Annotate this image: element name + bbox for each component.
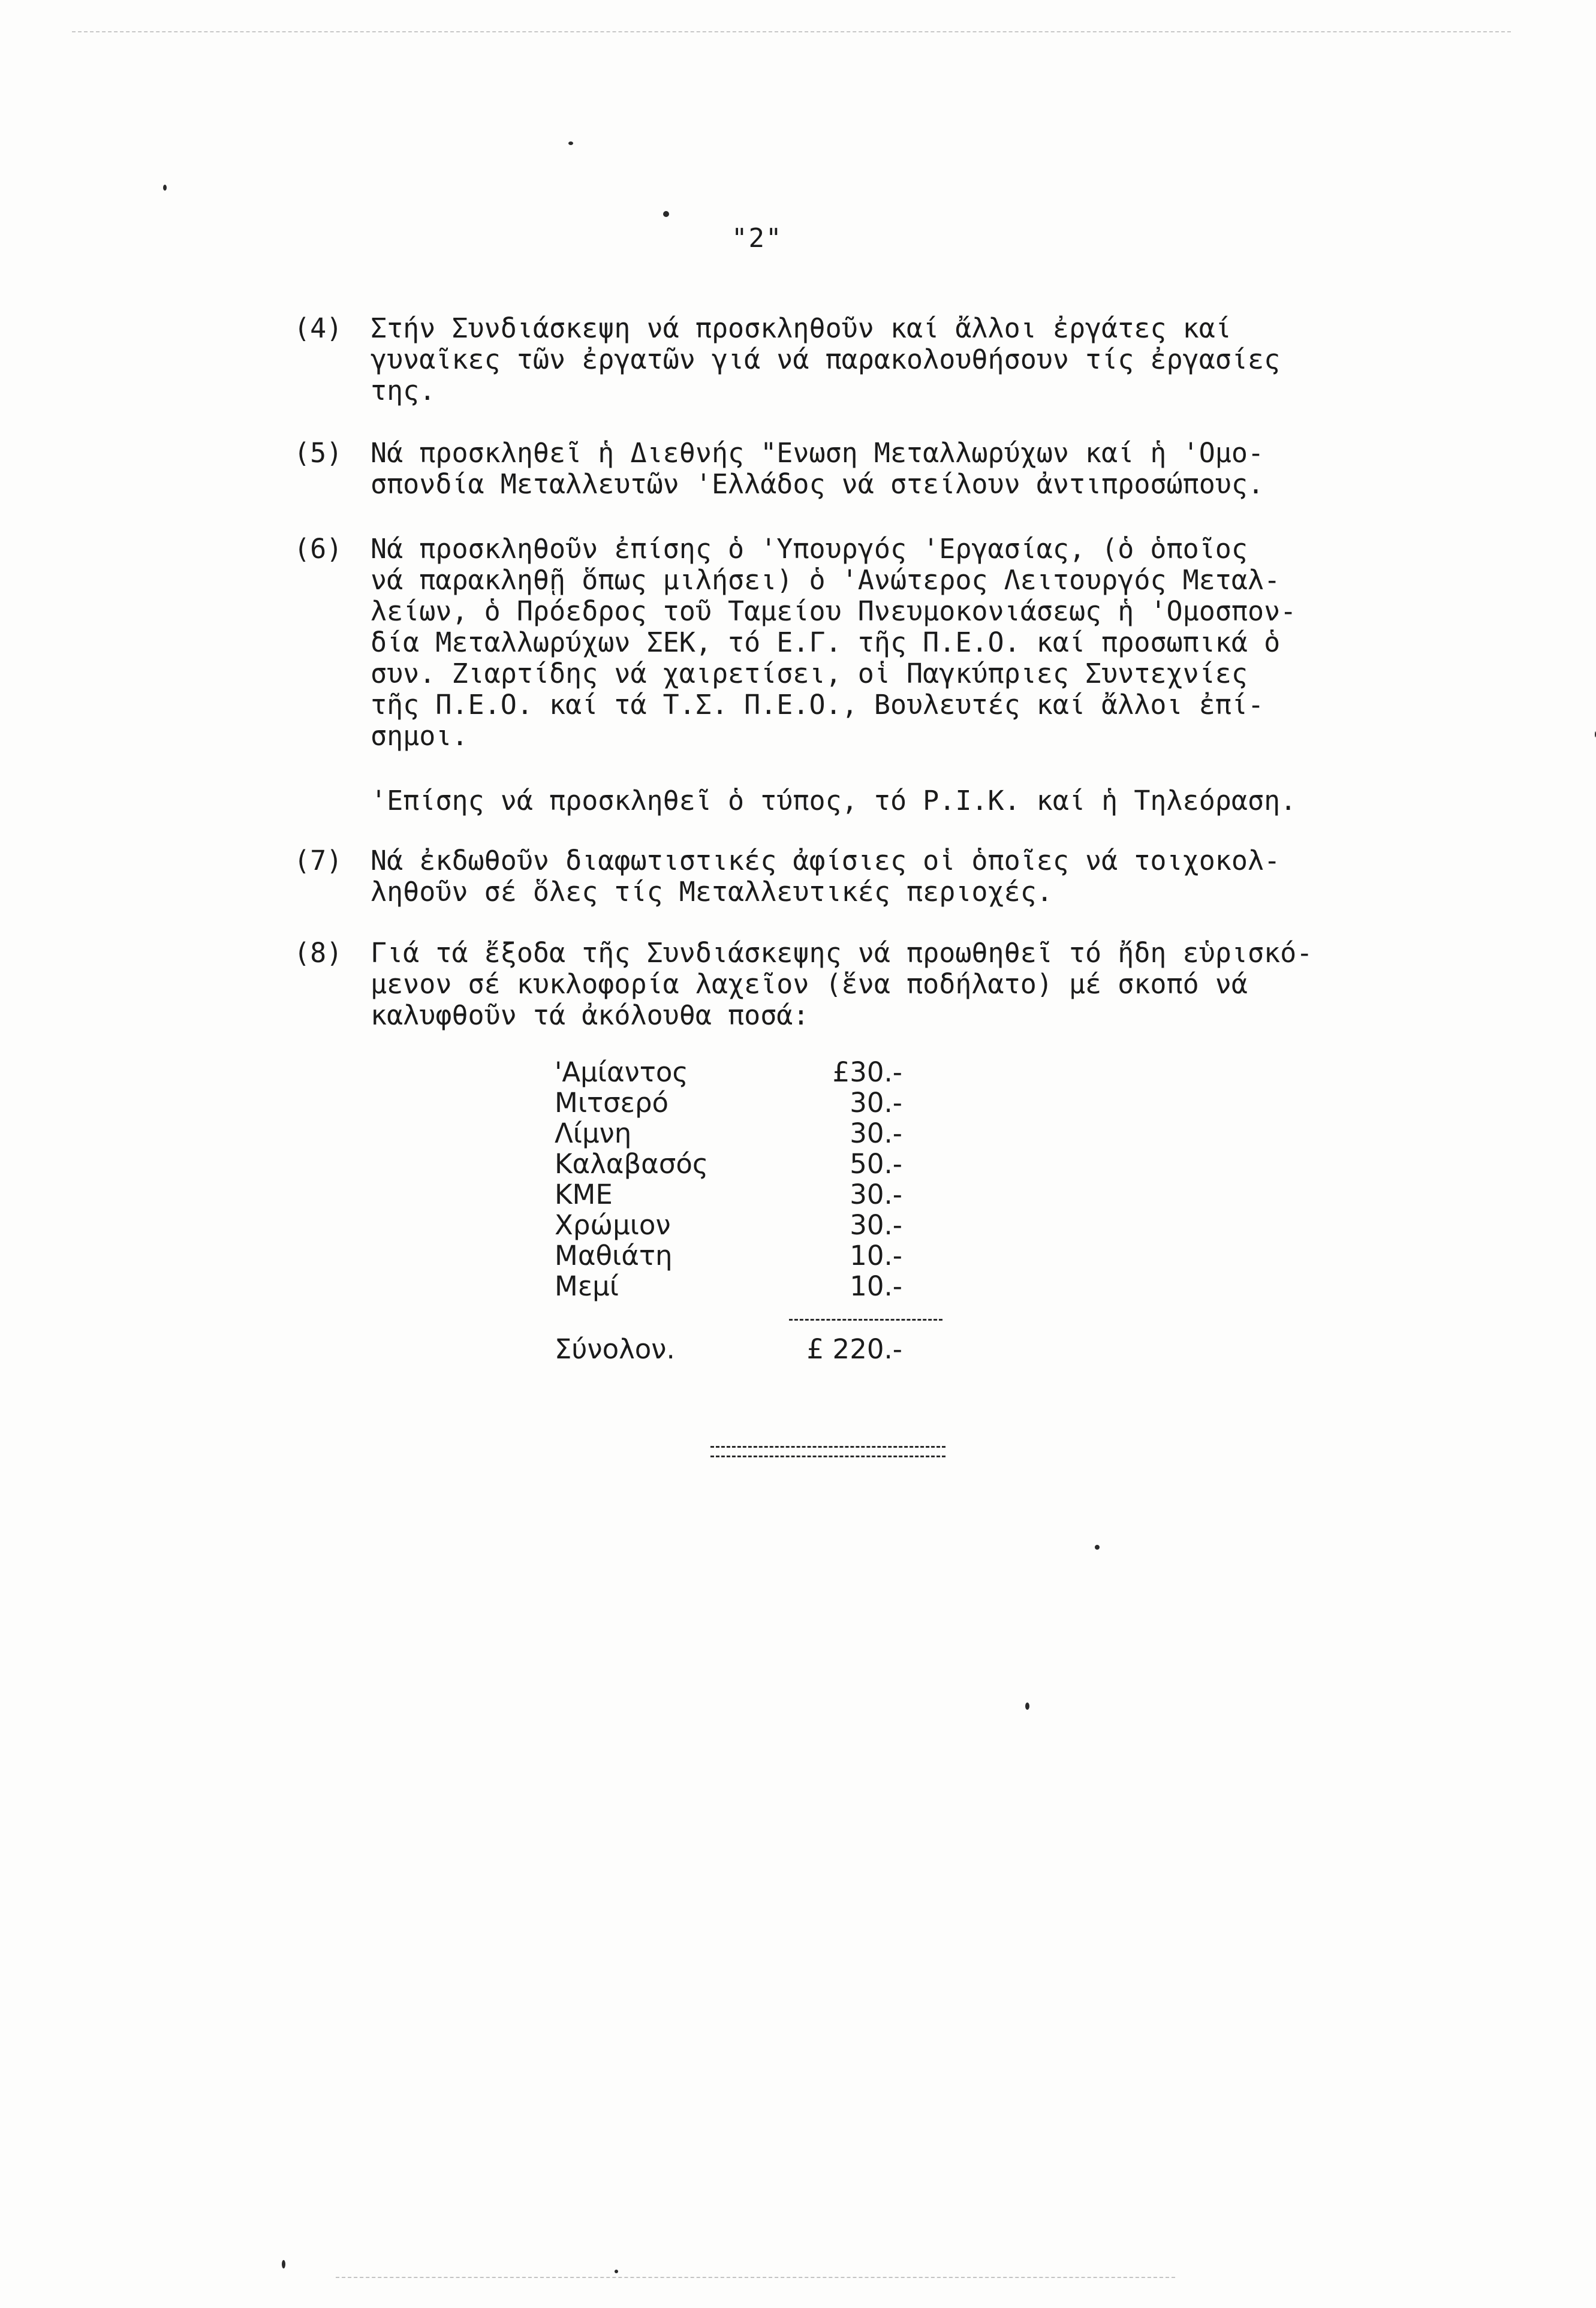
text-line: λείων, ὁ Πρόεδρος τοῦ Ταμείου Πνευμοκονιάσεως ἡ 'Ομοσπον- [371, 595, 1297, 627]
total-row [555, 1333, 974, 1369]
item-text [371, 313, 1481, 406]
text-line: Νά προσκληθεῖ ἡ Διεθνής "Ενωση Μεταλλωρύχων καί ἡ 'Ομο- [371, 437, 1264, 469]
cost-amount: 30.- [850, 1179, 902, 1210]
cost-row [555, 1056, 974, 1087]
text-line: καλυφθοῦν τά ἀκόλουθα ποσά: [371, 999, 809, 1031]
text-line: Στήν Συνδιάσκεψη νά προσκληθοῦν καί ἄλλοι ἐργάτες καί [371, 312, 1231, 344]
cost-row [555, 1240, 974, 1270]
end-rule-bottom [710, 1456, 945, 1457]
cost-place: Λίμνη [555, 1117, 632, 1149]
text-line: σπονδία Μεταλλευτῶν 'Ελλάδος νά στείλουν ἀντιπροσώπους. [371, 468, 1264, 500]
end-rule-top [710, 1446, 945, 1448]
total-amount: £ 220.- [806, 1333, 902, 1365]
top-edge-rule [72, 31, 1511, 32]
cost-row [555, 1087, 974, 1117]
scan-speck [568, 141, 573, 145]
text-line: νά παρακληθῇ ὅπως μιλήσει) ὁ 'Ανώτερος Λειτουργός Μεταλ- [371, 564, 1281, 596]
cost-row [555, 1179, 974, 1209]
cost-row [555, 1270, 974, 1301]
cost-place: Μιτσερό [555, 1087, 669, 1119]
item-text [371, 845, 1481, 908]
cost-row [555, 1148, 974, 1179]
text-line: γυναῖκες τῶν ἐργατῶν γιά νά παρακολουθήσουν τίς ἐργασίες [371, 344, 1281, 375]
cost-amount: £30.- [832, 1056, 902, 1088]
text-line: της. [371, 375, 436, 406]
text-line: μενον σέ κυκλοφορία λαχεῖον (ἕνα ποδήλατο) μέ σκοπό νά [371, 968, 1248, 1000]
text-line: Νά ἐκδωθοῦν διαφωτιστικές ἀφίσιες οἱ ὁποῖες νά τοιχοκολ- [371, 845, 1281, 876]
cost-place: Καλαβασός [555, 1148, 709, 1180]
text-line: δία Μεταλλωρύχων ΣΕΚ, τό Ε.Γ. τῆς Π.Ε.Ο. καί προσωπικά ὁ [371, 626, 1281, 658]
item-number: (7) [294, 845, 343, 876]
item-text [371, 438, 1481, 500]
item-number: (6) [294, 533, 343, 565]
scan-speck [282, 2260, 285, 2268]
cost-place: 'Αμίαντος [555, 1056, 688, 1088]
page-number: "2" [731, 223, 783, 254]
total-label: Σύνολον. [555, 1333, 675, 1365]
item-number: (5) [294, 437, 343, 469]
sum-divider [789, 1319, 942, 1321]
cost-table [555, 1056, 974, 1301]
text-line: Γιά τά ἔξοδα τῆς Συνδιάσκεψης νά προωθηθεῖ τό ἤδη εὑρισκό- [371, 937, 1313, 969]
scan-speck [663, 211, 669, 217]
cost-amount: 30.- [850, 1117, 902, 1149]
item-text [371, 534, 1481, 752]
press-invitation-line: 'Επίσης νά προσκληθεῖ ὁ τύπος, τό Ρ.Ι.Κ. καί ἡ Τηλεόραση. [371, 785, 1297, 816]
item-number: (4) [294, 312, 343, 344]
cost-amount: 30.- [850, 1087, 902, 1119]
text-line: συν. Ζιαρτίδης νά χαιρετίσει, οἱ Παγκύπριες Συντεχνίες [371, 658, 1248, 689]
cost-amount: 50.- [850, 1148, 902, 1180]
cost-amount: 30.- [850, 1209, 902, 1241]
scan-speck [1025, 1703, 1029, 1710]
cost-row [555, 1117, 974, 1148]
scan-speck [1095, 1545, 1100, 1550]
text-line: σημοι. [371, 720, 468, 752]
item-text [371, 938, 1481, 1031]
text-line: Νά προσκληθοῦν ἐπίσης ὁ 'Υπουργός 'Εργασίας, (ὁ ὁποῖος [371, 533, 1248, 565]
scan-speck [163, 185, 167, 191]
text-line: τῆς Π.Ε.Ο. καί τά Τ.Σ. Π.Ε.Ο., Βουλευτές καί ἄλλοι ἐπί- [371, 689, 1264, 721]
bottom-edge-rule [336, 2277, 1175, 2278]
item-number: (8) [294, 937, 343, 969]
cost-amount: 10.- [850, 1270, 902, 1302]
cost-amount: 10.- [850, 1240, 902, 1271]
cost-place: Χρώμιον [555, 1209, 671, 1241]
cost-place: Μεμί [555, 1270, 619, 1302]
cost-row [555, 1209, 974, 1240]
scan-speck [615, 2270, 618, 2273]
cost-place: ΚΜΕ [555, 1179, 613, 1210]
cost-place: Μαθιάτη [555, 1240, 673, 1271]
text-line: ληθοῦν σέ ὅλες τίς Μεταλλευτικές περιοχές. [371, 876, 1053, 908]
